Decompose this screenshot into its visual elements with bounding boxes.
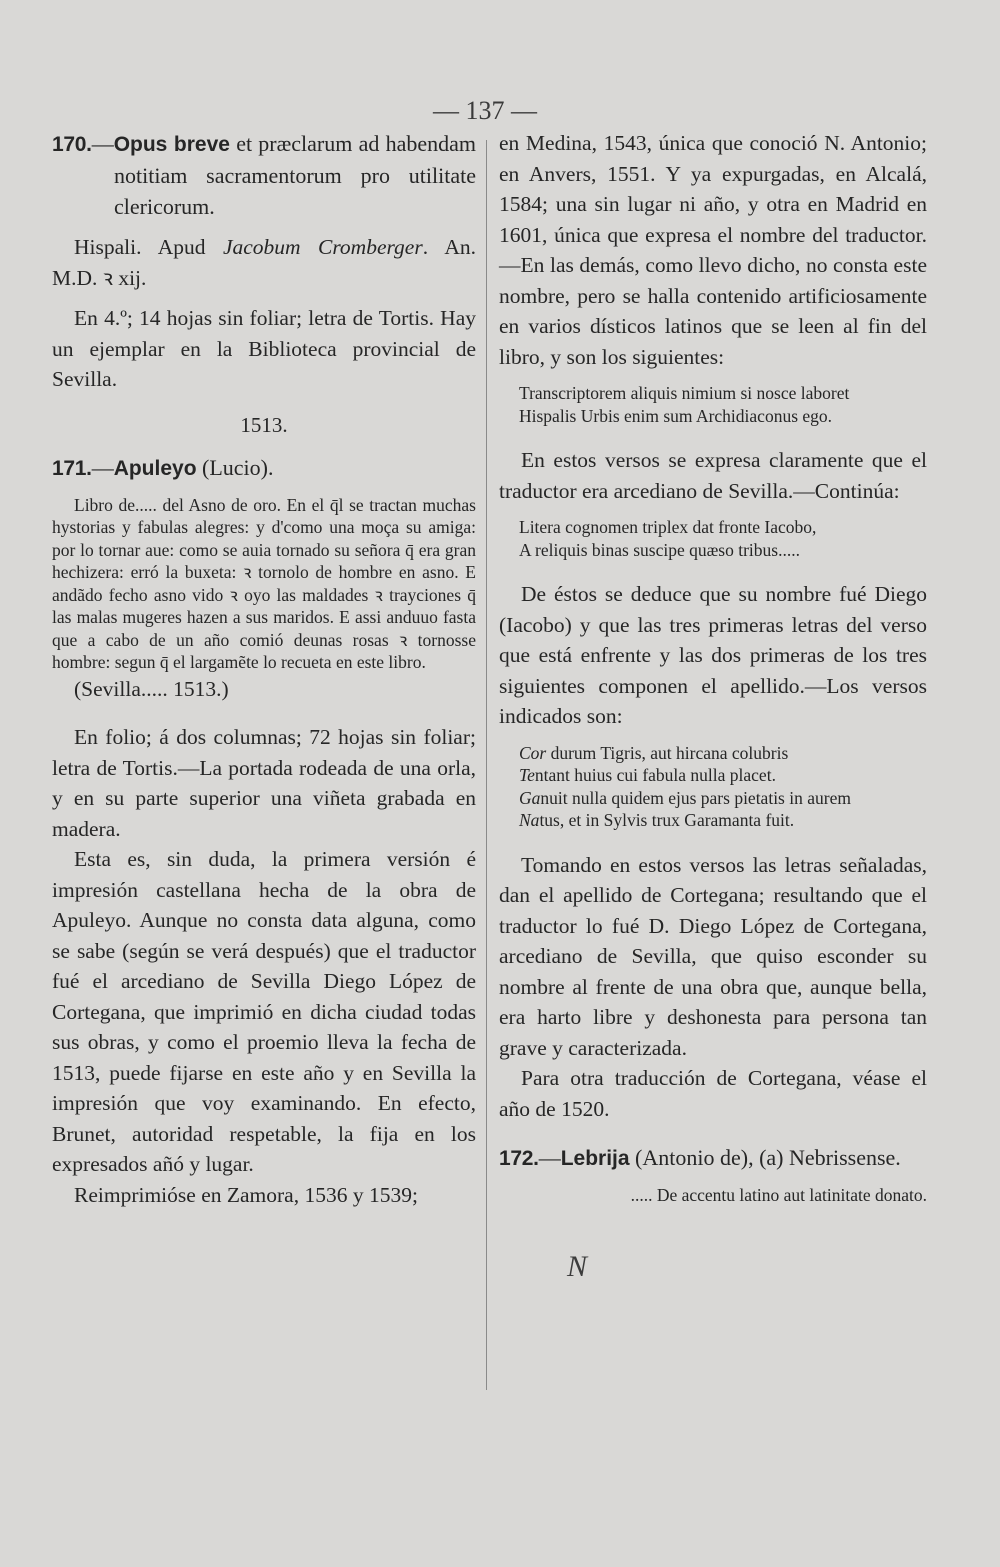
left-column: [52, 128, 476, 1210]
year-heading: 1513.: [240, 412, 288, 437]
entry-number: 171.: [52, 456, 92, 480]
body-paragraph: En estos versos se expresa claramente que el traductor era arcediano de Sevilla.—Continúa:: [499, 448, 927, 503]
description-paragraph: En folio; á dos columnas; 72 hojas sin foliar; letra de Tortis.—La portada rodeada de una orla, y en su parte superior una viñeta grabada en madera.: [52, 725, 476, 841]
verse-line: [519, 742, 927, 765]
entry-172-title: [499, 1142, 927, 1174]
verse-line: A reliquis binas suscipe quæso tribus.....: [519, 539, 800, 560]
verse-text: nuit nulla quidem ejus pars pietatis in aurem: [540, 787, 851, 808]
entry-dash: —: [91, 131, 114, 156]
entry-171-title: [52, 452, 476, 484]
page-number: — 137 —: [433, 96, 537, 125]
entry-heading: Opus breve: [113, 133, 230, 156]
verse-text: tus, et in Sylvis trux Garamanta fuit.: [539, 810, 795, 830]
entry-170-title: [52, 128, 476, 222]
entry-title-text: et præclarum ad habendam notitiam sacramentorum pro utilitate clericorum.: [114, 131, 476, 219]
verse-line: [519, 764, 927, 787]
verse-block-1: [499, 382, 927, 427]
verse-block-3: [499, 742, 927, 832]
imprint-date: . An. M.D. ꝛ xij.: [52, 235, 476, 290]
verse-line: [519, 787, 927, 810]
verse-line: [519, 809, 927, 832]
imprint: [52, 232, 476, 293]
entry-number: 170.: [52, 133, 92, 156]
handwritten-mark: N: [567, 1250, 588, 1283]
entry-number: 172.: [499, 1147, 539, 1170]
acrostic-letters: Cor: [519, 742, 547, 763]
acrostic-letters: Ga: [519, 787, 541, 808]
entry-author: (Lucio).: [196, 454, 274, 480]
entry-dash: —: [538, 1145, 561, 1170]
verse-line: Hispalis Urbis enim sum Archidiaconus ego.: [519, 405, 833, 426]
continuation-paragraph: en Medina, 1543, única que conoció N. Antonio; en Anvers, 1551. Y ya expurgadas, en Alcalá, 1584; una sin lugar ni año, y otra en Madrid en 1601, única que expresa el nombre del traductor.—En las demás, como llevo dicho, no consta este nombre, pero se halla contenido artificiosamente en varios dísticos latinos que se leen al fin del libro, y son los siguientes:: [499, 131, 927, 369]
verse-text: durum Tigris, aut hircana colubris: [546, 742, 789, 763]
column-divider: [486, 140, 487, 1390]
book-title-transcription: Libro de..... del Asno de oro. En el q̄l se tractan muchas hystorias y fabulas alegres: y d'como una moça su amiga: por lo tornar aue: como se auia tornado su señora q̄ era gran hechizera: erró la buxeta: ꝛ tornolo de hombre en asno. E andãdo fecho asno vido ꝛ oyo las maldades ꝛ trayciones q̄ las malas mugeres hazen a sus maridos. E assi anduuo fasta que a cabo de un año comió deunas rosas ꝛ tornosse hombre: segun q̄ el largamẽte lo recueta en este libro.: [52, 494, 476, 672]
acrostic-letters: Te: [519, 765, 535, 785]
verse-line: Litera cognomen triplex dat fronte Iacobo,: [519, 517, 817, 537]
right-column: [499, 128, 927, 1207]
entry-dash: —: [91, 454, 114, 480]
body-paragraph: Tomando en estos versos las letras señaladas, dan el apellido de Cortegana; resultando que el traductor lo fué D. Diego López de Cortegana, arcediano de Sevilla, que quiso esconder su nombre al frente de una obra que, aunque bella, era harto libre y deshonesta para persona tan grave y caracterizada.: [499, 852, 927, 1060]
imprint-place: Hispali. Apud: [74, 235, 223, 259]
entry-170-description: En 4.º; 14 hojas sin foliar; letra de Tortis. Hay un ejemplar en la Biblioteca provincial de Sevilla.: [52, 306, 476, 391]
entry-author: (Antonio de), (a) Nebrissense.: [629, 1145, 901, 1170]
body-paragraph: Para otra traducción de Cortegana, véase el año de 1520.: [499, 1066, 927, 1121]
verse-block-2: [499, 516, 927, 561]
acrostic-letters: Na: [519, 810, 540, 830]
entry-heading: Apuleyo: [113, 456, 197, 480]
verse-text: ntant huius cui fabula nulla placet.: [534, 765, 776, 785]
commentary-paragraph: Esta es, sin duda, la primera versión é impresión castellana hecha de la obra de Apuleyo. Aunque no consta data alguna, como se sabe (según se verá después) que el traductor fué el arcediano de Sevilla Diego López de Cortegana, que imprimió en dicha ciudad todas sus obras, y como el proemio lleva la fecha de 1513, puede fijarse en este año y en Sevilla la impresión que voy examinando. En efecto, Brunet, autoridad respetable, la fija en los expresados añó y lugar.: [52, 847, 476, 1176]
imprint-printer: Jacobum Cromberger: [222, 235, 423, 259]
entry-heading: Lebrija: [560, 1147, 630, 1170]
reprint-paragraph: Reimprimióse en Zamora, 1536 y 1539;: [74, 1182, 418, 1207]
body-paragraph: De éstos se deduce que su nombre fué Diego (Iacobo) y que las tres primeras letras del verso que está enfrente y las dos primeras de los tres siguientes componen el apellido.—Los versos indicados son:: [499, 582, 927, 728]
imprint-place: (Sevilla..... 1513.): [74, 676, 229, 701]
entry-172-book-title: ..... De accentu latino aut latinitate donato.: [630, 1185, 927, 1205]
verse-line: Transcriptorem aliquis nimium si nosce laboret: [519, 383, 850, 403]
